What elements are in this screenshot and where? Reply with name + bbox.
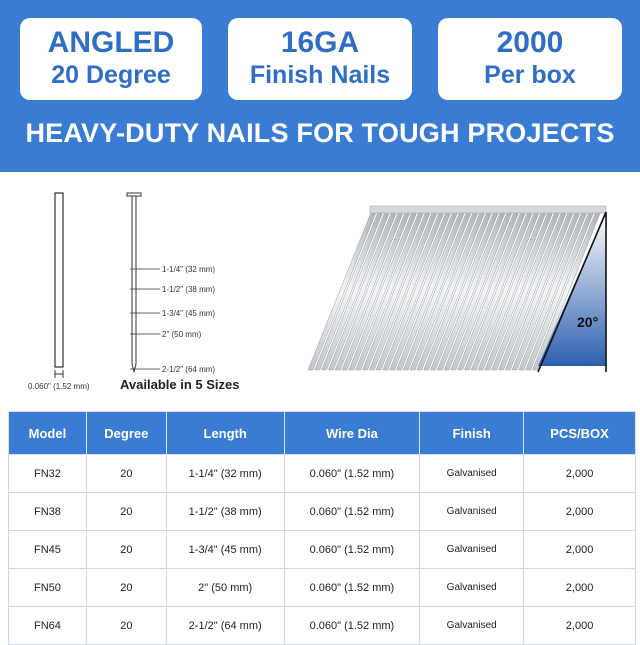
cell-wire-dia: 0.060" (1.52 mm)	[284, 569, 420, 607]
column-header-length: Length	[166, 412, 284, 455]
cell-finish: Galvanised	[420, 531, 524, 569]
column-header-model: Model	[9, 412, 87, 455]
sizes-caption: Available in 5 Sizes	[120, 377, 240, 392]
cell-pcs-box: 2,000	[524, 455, 636, 493]
cell-length: 2-1/2" (64 mm)	[166, 607, 284, 645]
badge-gauge	[228, 18, 412, 100]
cell-degree: 20	[86, 493, 166, 531]
size-label: 1-1/2" (38 mm)	[162, 285, 216, 294]
cell-model: FN38	[9, 493, 87, 531]
nail-diagram	[0, 172, 640, 410]
header-banner	[0, 0, 640, 172]
cell-wire-dia: 0.060" (1.52 mm)	[284, 455, 420, 493]
angle-label: 20°	[577, 314, 599, 330]
badge-title: 16GA	[280, 26, 360, 59]
cell-degree: 20	[86, 569, 166, 607]
cell-pcs-box: 2,000	[524, 607, 636, 645]
badge-angled	[20, 18, 202, 100]
size-label: 2-1/2" (64 mm)	[162, 365, 216, 374]
cell-degree: 20	[86, 455, 166, 493]
size-label: 1-3/4" (45 mm)	[162, 309, 216, 318]
cell-wire-dia: 0.060" (1.52 mm)	[284, 531, 420, 569]
column-header-finish: Finish	[420, 412, 524, 455]
cell-model: FN45	[9, 531, 87, 569]
table-row	[9, 455, 636, 493]
size-label: 1-1/4" (32 mm)	[162, 265, 216, 274]
nail-heads	[370, 206, 606, 213]
cell-finish: Galvanised	[420, 607, 524, 645]
cell-degree: 20	[86, 607, 166, 645]
table-row	[9, 607, 636, 645]
cell-length: 2" (50 mm)	[166, 569, 284, 607]
cell-model: FN50	[9, 569, 87, 607]
badge-subtitle: 20 Degree	[51, 61, 171, 89]
table-row	[9, 531, 636, 569]
diameter-label: 0.060" (1.52 mm)	[28, 382, 90, 391]
badge-subtitle: Finish Nails	[249, 61, 391, 89]
cell-length: 1-3/4" (45 mm)	[166, 531, 284, 569]
badge-title: 2000	[496, 26, 564, 59]
cell-pcs-box: 2,000	[524, 569, 636, 607]
cell-pcs-box: 2,000	[524, 531, 636, 569]
cell-degree: 20	[86, 531, 166, 569]
column-header-pcs-box: PCS/BOX	[524, 412, 636, 455]
cell-model: FN32	[9, 455, 87, 493]
cell-finish: Galvanised	[420, 493, 524, 531]
cell-pcs-box: 2,000	[524, 493, 636, 531]
column-header-degree: Degree	[86, 412, 166, 455]
cell-length: 1-1/4" (32 mm)	[166, 455, 284, 493]
headline: HEAVY-DUTY NAILS FOR TOUGH PROJECTS	[25, 118, 615, 148]
table-row	[9, 569, 636, 607]
cell-finish: Galvanised	[420, 455, 524, 493]
badge-quantity	[438, 18, 622, 100]
badge-subtitle: Per box	[484, 61, 576, 89]
cell-wire-dia: 0.060" (1.52 mm)	[284, 493, 420, 531]
cell-finish: Galvanised	[420, 569, 524, 607]
size-label: 2" (50 mm)	[162, 330, 202, 339]
cell-length: 1-1/2" (38 mm)	[166, 493, 284, 531]
table-row	[9, 493, 636, 531]
nail-width-diagram	[55, 193, 63, 378]
badge-title: ANGLED	[47, 26, 175, 59]
column-header-wire-dia: Wire Dia	[284, 412, 420, 455]
cell-wire-dia: 0.060" (1.52 mm)	[284, 607, 420, 645]
table-header-row	[9, 412, 636, 455]
size-ticks	[130, 269, 160, 369]
spec-table	[8, 411, 636, 645]
cell-model: FN64	[9, 607, 87, 645]
nail-size-diagram	[127, 193, 215, 374]
